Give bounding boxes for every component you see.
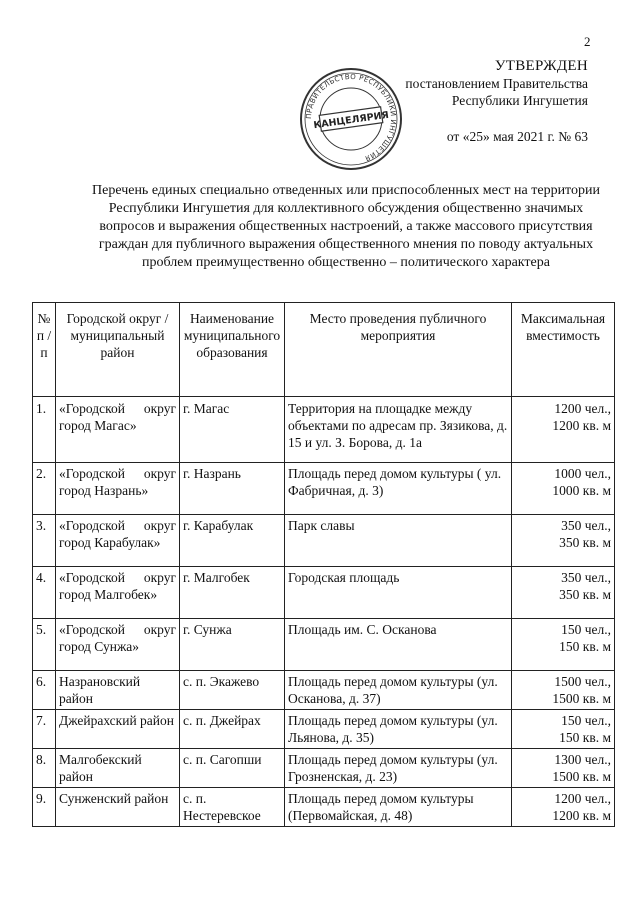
capacity-area: 150 кв. м [559,730,611,745]
capacity-people: 150 чел., [561,713,611,728]
header-place: Место проведения публичного мероприятия [285,303,512,397]
capacity-area: 350 кв. м [559,587,611,602]
capacity-area: 150 кв. м [559,639,611,654]
row-num: 9. [33,788,56,827]
row-place: Парк славы [285,515,512,567]
row-place: Площадь им. С. Осканова [285,619,512,671]
row-num: 5. [33,619,56,671]
capacity-people: 1000 чел., [554,466,611,481]
document-title: Перечень единых специально отведенных или приспособленных мест на территории Республики Ингушетия для коллективного обсуждения общественно значимых вопросов и выражения общественных настроений, а также массового присутствия граждан для публичного выражения общественного мнения по поводу актуальных проблем преимущественно общественно – политического характера [92,183,600,270]
places-table [32,302,615,827]
table-row [33,671,615,710]
table-row [33,567,615,619]
row-place: Площадь перед домом культуры (ул. Льянова, д. 35) [285,710,512,749]
table-row [33,619,615,671]
row-capacity [512,567,615,619]
header-municipality: Наименование муниципального образования [180,303,285,397]
row-municipality: г. Малгобек [180,567,285,619]
row-num: 7. [33,710,56,749]
row-capacity [512,749,615,788]
capacity-people: 1300 чел., [554,752,611,767]
table-header-row [33,303,615,397]
row-capacity [512,463,615,515]
row-district: «Городской округ город Карабулак» [56,515,180,567]
row-num: 4. [33,567,56,619]
capacity-people: 350 чел., [561,570,611,585]
row-municipality: г. Сунжа [180,619,285,671]
capacity-area: 350 кв. м [559,535,611,550]
capacity-people: 1200 чел., [554,791,611,806]
approval-date: от «25» мая 2021 г. № 63 [446,129,588,144]
table-row [33,788,615,827]
capacity-area: 1000 кв. м [552,483,611,498]
approval-line-2: Республики Ингушетия [451,93,588,108]
row-district: «Городской округ город Назрань» [56,463,180,515]
capacity-people: 1500 чел., [554,674,611,689]
capacity-area: 1200 кв. м [552,418,611,433]
row-capacity [512,619,615,671]
row-municipality: с. п. Сагопши [180,749,285,788]
header-capacity: Максимальная вместимость [512,303,615,397]
row-municipality: г. Карабулак [180,515,285,567]
approval-line-1: постановлением Правительства [405,76,588,91]
row-district: «Городской округ город Сунжа» [56,619,180,671]
row-district: Назрановский район [56,671,180,710]
row-num: 2. [33,463,56,515]
row-municipality: г. Магас [180,397,285,463]
row-place: Территория на площадке между объектами по адресам пр. Зязикова, д. 15 и ул. З. Борова, д. 1а [285,397,512,463]
capacity-area: 1200 кв. м [552,808,611,823]
capacity-area: 1500 кв. м [552,769,611,784]
row-num: 3. [33,515,56,567]
row-district: Малгобекский район [56,749,180,788]
approval-title: УТВЕРЖДЕН [494,58,588,74]
row-capacity [512,397,615,463]
header-num: № п / п [33,303,56,397]
table-row [33,463,615,515]
table-row [33,749,615,788]
row-municipality: с. п. Джейрах [180,710,285,749]
row-district: «Городской округ город Малгобек» [56,567,180,619]
row-capacity [512,671,615,710]
row-district: Сунженский район [56,788,180,827]
capacity-people: 350 чел., [561,518,611,533]
table-row [33,710,615,749]
capacity-people: 150 чел., [561,622,611,637]
svg-text:КАНЦЕЛЯРИЯ: КАНЦЕЛЯРИЯ [312,109,390,132]
row-place: Площадь перед домом культуры (Первомайская, д. 48) [285,788,512,827]
row-district: «Городской округ город Магас» [56,397,180,463]
row-place: Городская площадь [285,567,512,619]
row-municipality: с. п. Экажево [180,671,285,710]
table-row [33,515,615,567]
row-num: 6. [33,671,56,710]
row-municipality: г. Назрань [180,463,285,515]
seal-stamp [298,66,404,172]
header-district: Городской округ / муниципальный район [56,303,180,397]
row-capacity [512,515,615,567]
capacity-area: 1500 кв. м [552,691,611,706]
capacity-people: 1200 чел., [554,401,611,416]
row-num: 8. [33,749,56,788]
row-place: Площадь перед домом культуры (ул. Грозненская, д. 23) [285,749,512,788]
row-municipality: с. п. Нестеревское [180,788,285,827]
row-place: Площадь перед домом культуры ( ул. Фабричная, д. 3) [285,463,512,515]
table-row [33,397,615,463]
row-district: Джейрахский район [56,710,180,749]
row-num: 1. [33,397,56,463]
svg-text:ПРАВИТЕЛЬСТВО РЕСПУБЛИКИ ИНГУШ: ПРАВИТЕЛЬСТВО РЕСПУБЛИКИ ИНГУШЕТИЯ [304,72,398,163]
page-number: 2 [584,34,591,49]
row-capacity [512,788,615,827]
row-capacity [512,710,615,749]
approval-block [405,58,588,144]
row-place: Площадь перед домом культуры (ул. Осканова, д. 37) [285,671,512,710]
